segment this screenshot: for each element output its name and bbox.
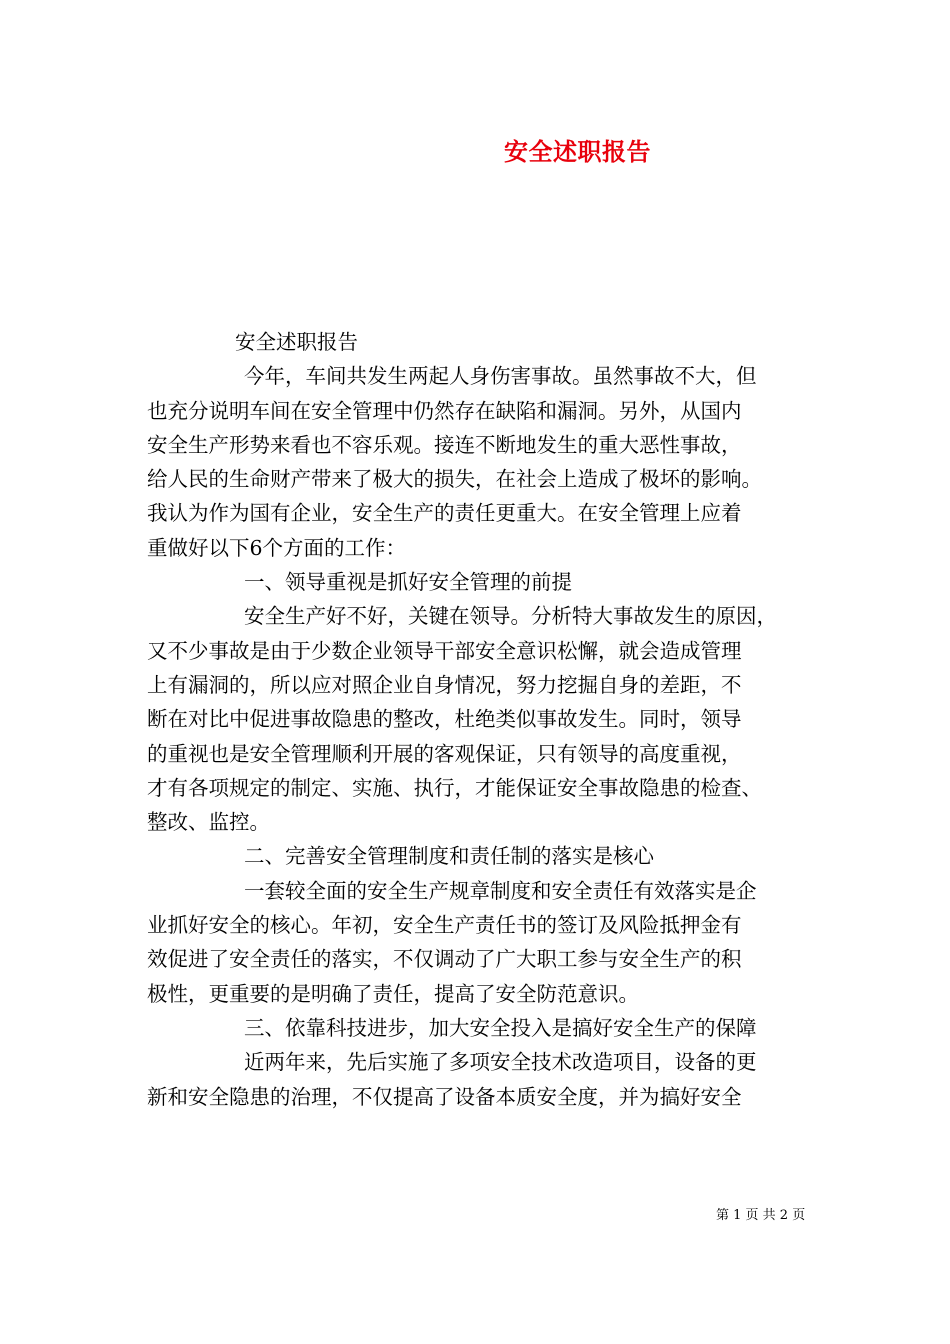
- text-line: 的重视也是安全管理顺利开展的客观保证，只有领导的高度重视，: [147, 741, 742, 766]
- text-line: 安全生产形势来看也不容乐观。接连不断地发生的重大恶性事故，: [147, 432, 742, 457]
- text-line: 新和安全隐患的治理，不仅提高了设备本质安全度，并为搞好安全: [147, 1084, 742, 1109]
- text-line: 重做好以下6个方面的工作：: [147, 535, 407, 560]
- text-line: 断在对比中促进事故隐患的整改，杜绝类似事故发生。同时，领导: [147, 707, 742, 732]
- text-line: 才有各项规定的制定、实施、执行，才能保证安全事故隐患的检查、: [147, 775, 762, 800]
- text-line: 一套较全面的安全生产规章制度和安全责任有效落实是企: [244, 878, 757, 903]
- text-line: 安全生产好不好，关键在领导。分析特大事故发生的原因，: [244, 604, 777, 629]
- text-line: 整改、监控。: [147, 810, 270, 835]
- text-line: 上有漏洞的，所以应对照企业自身情况，努力挖掘自身的差距，不: [147, 672, 742, 697]
- text-line: 近两年来，先后实施了多项安全技术改造项目，设备的更: [244, 1050, 757, 1075]
- page-title: 安全述职报告: [504, 137, 651, 166]
- text-line: 今年，车间共发生两起人身伤害事故。虽然事故不大，但: [244, 364, 757, 389]
- text-line: 一、领导重视是抓好安全管理的前提: [244, 570, 572, 595]
- text-line: 安全述职报告: [235, 330, 358, 354]
- text-line: 效促进了安全责任的落实，不仅调动了广大职工参与安全生产的积: [147, 947, 742, 972]
- text-line: 我认为作为国有企业，安全生产的责任更重大。在安全管理上应着: [147, 501, 742, 526]
- document-body: [147, 325, 812, 1114]
- text-line: 二、完善安全管理制度和责任制的落实是核心: [244, 844, 654, 869]
- text-line: 又不少事故是由于少数企业领导干部安全意识松懈，就会造成管理: [147, 638, 742, 663]
- text-line: 极性，更重要的是明确了责任，提高了安全防范意识。: [147, 981, 639, 1006]
- text-line: 业抓好安全的核心。年初，安全生产责任书的签订及风险抵押金有: [147, 913, 742, 938]
- text-line: 也充分说明车间在安全管理中仍然存在缺陷和漏洞。另外，从国内: [147, 398, 742, 423]
- page-footer: 第 1 页 共 2 页: [716, 1208, 806, 1223]
- text-line: 给人民的生命财产带来了极大的损失，在社会上造成了极坏的影响。: [147, 467, 762, 492]
- text-line: 三、依靠科技进步，加大安全投入是搞好安全生产的保障: [244, 1015, 757, 1040]
